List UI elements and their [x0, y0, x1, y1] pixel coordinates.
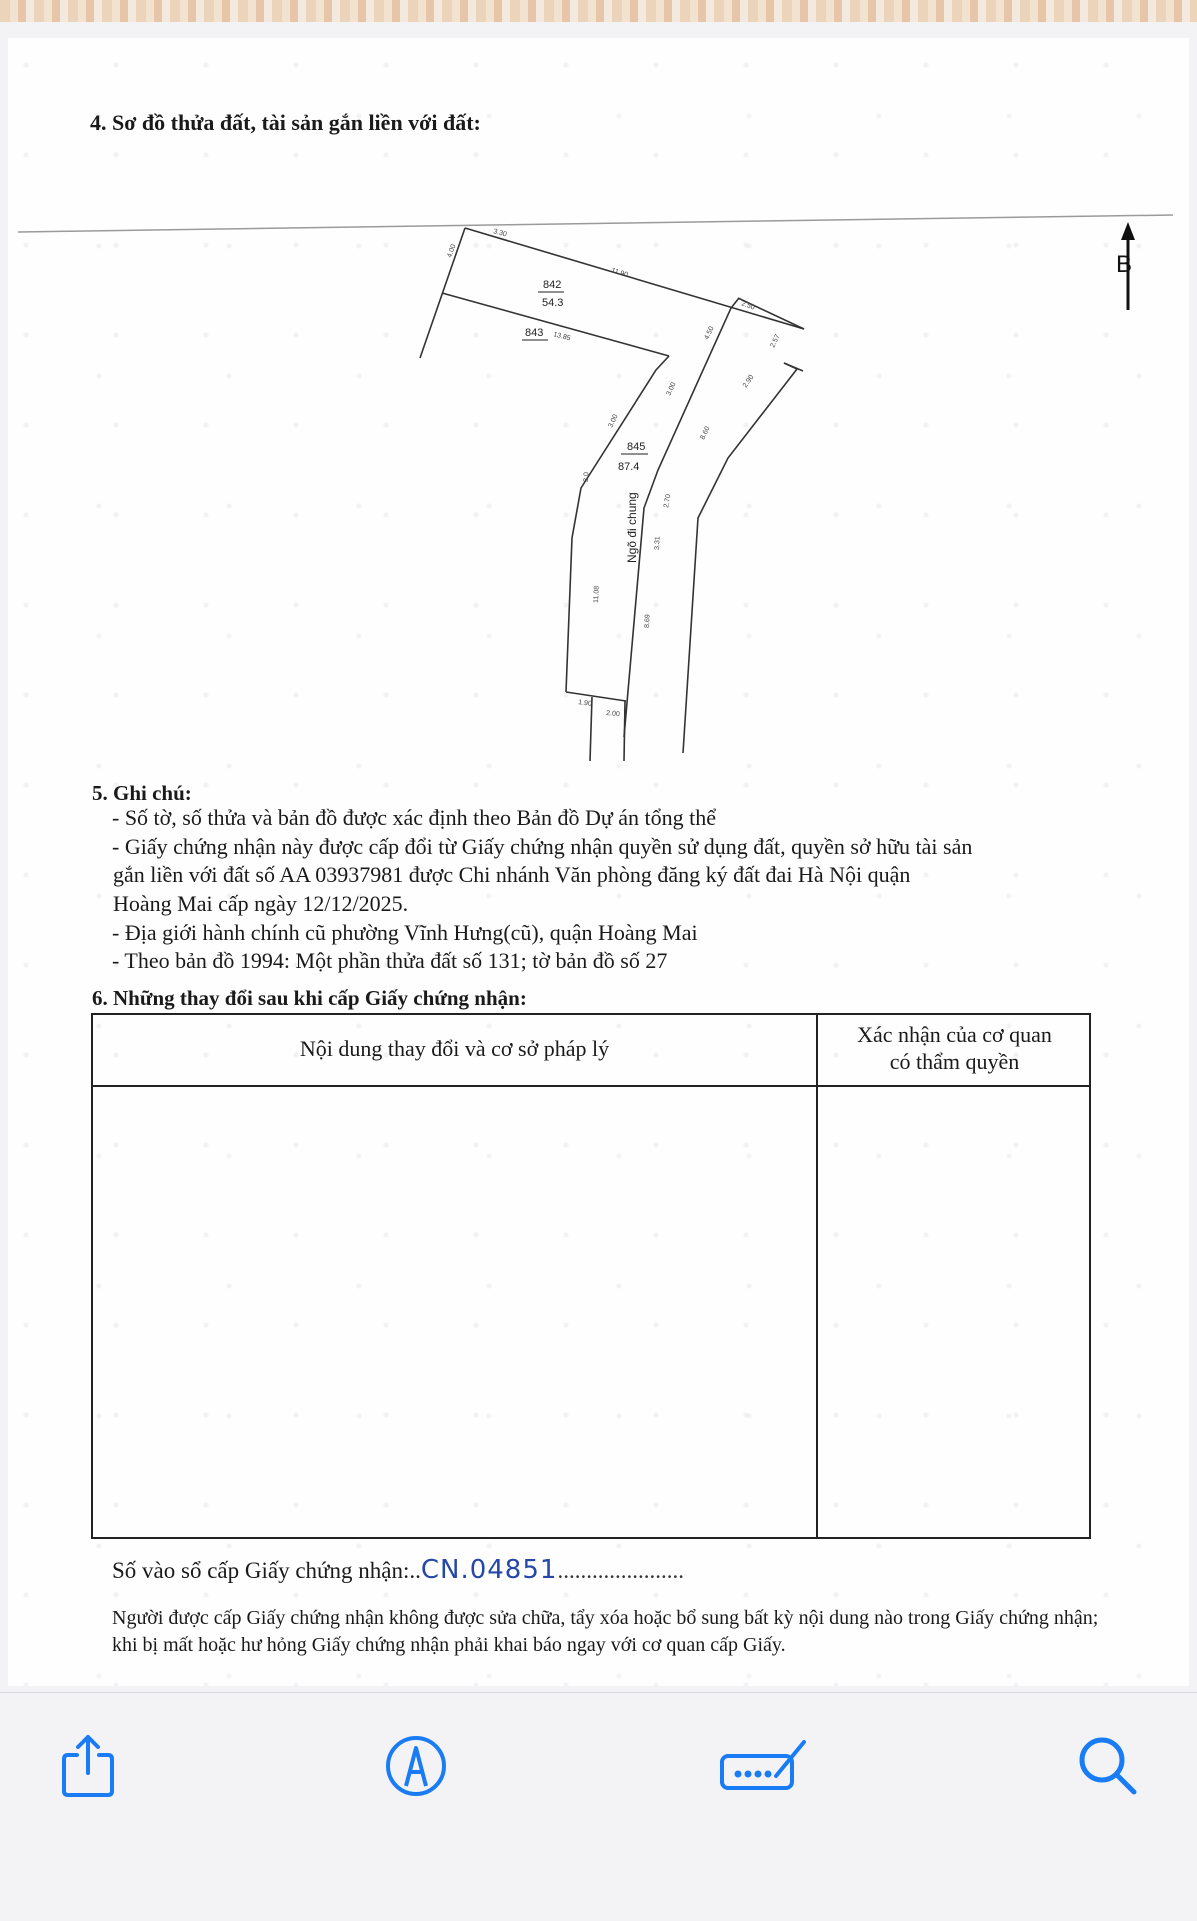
- dimension-label: 2.00: [605, 710, 621, 719]
- dimension-label: 13.85: [552, 331, 572, 343]
- dimension-label: 11.08: [593, 585, 601, 604]
- note-line: Hoàng Mai cấp ngày 12/12/2025.: [113, 891, 409, 916]
- markup-icon: [384, 1734, 448, 1798]
- parcel-842-number: 842: [543, 279, 562, 291]
- table-column-divider: [816, 1015, 818, 1537]
- registration-number-line: [112, 1555, 684, 1585]
- parcel-845-number: 845: [627, 441, 646, 453]
- registration-number: CN.04851: [420, 1555, 558, 1585]
- dimension-label: 4.00: [446, 243, 458, 259]
- changes-table: [91, 1013, 1091, 1539]
- note-line: gắn liền với đất số AA 03937981 được Chi nhánh Văn phòng đăng ký đất đai Hà Nội quận: [113, 862, 911, 887]
- dimension-label: 2.57: [769, 333, 782, 349]
- table-header-confirmation-line1: Xác nhận của cơ quan: [857, 1022, 1052, 1047]
- bottom-toolbar: [0, 1692, 1197, 1921]
- dimension-label: 2.90: [741, 373, 756, 390]
- share-icon: [58, 1733, 118, 1799]
- registration-label: Số vào sổ cấp Giấy chứng nhận:..: [112, 1558, 421, 1583]
- document-page: [8, 38, 1189, 1686]
- dimension-label: 3.00: [665, 381, 678, 397]
- note-line: - Địa giới hành chính cũ phường Vĩnh Hưng(cũ), quận Hoàng Mai: [112, 920, 698, 945]
- note-line: - Giấy chứng nhận này được cấp đổi từ Giấy chứng nhận quyền sử dụng đất, quyền sở hữu tài sản: [112, 834, 973, 859]
- note-line: - Số tờ, số thửa và bản đồ được xác định theo Bản đồ Dự án tổng thể: [112, 805, 717, 830]
- dimension-label: 3.0: [583, 472, 591, 483]
- dimension-label: 2.70: [663, 493, 673, 509]
- dimension-label: 1.90: [577, 699, 593, 708]
- dimension-label: 11.90: [610, 267, 629, 279]
- north-arrow-icon: [1116, 222, 1135, 310]
- search-icon: [1076, 1734, 1140, 1798]
- parcel-845-area: 87.4: [618, 461, 640, 473]
- search-button[interactable]: [1073, 1731, 1143, 1801]
- dimension-label: 8.69: [644, 614, 652, 629]
- section-5-heading: 5. Ghi chú:: [92, 781, 192, 805]
- markup-button[interactable]: [381, 1731, 451, 1801]
- signature-icon: [718, 1736, 808, 1796]
- table-header-content: Nội dung thay đổi và cơ sở pháp lý: [299, 1036, 610, 1061]
- section-6-heading: 6. Những thay đổi sau khi cấp Giấy chứng nhận:: [92, 986, 527, 1010]
- share-button[interactable]: [53, 1731, 123, 1801]
- table-header-confirmation-line2: có thẩm quyền: [889, 1049, 1020, 1074]
- dimension-label: 2.50: [740, 300, 756, 312]
- decorative-border: [0, 0, 1197, 22]
- parcel-842-area: 54.3: [542, 297, 564, 309]
- north-label: B: [1116, 251, 1133, 278]
- table-header-divider: [93, 1085, 1089, 1087]
- land-plot-sketch: [8, 188, 1189, 768]
- signature-button[interactable]: [718, 1731, 808, 1801]
- warning-text: Người được cấp Giấy chứng nhận không được sửa chữa, tẩy xóa hoặc bổ sung bất kỳ nội dung nào trong Giấy chứng nhận; khi bị mất hoặc hư hỏng Giấy chứng nhận phải khai báo ngay với cơ quan cấp Giấy.: [112, 1607, 1099, 1656]
- registration-trailing-dots: ......................: [557, 1558, 684, 1583]
- dimension-label: 4.50: [703, 325, 716, 341]
- section-4-heading: 4. Sơ đồ thửa đất, tài sản gắn liền với đất:: [90, 110, 481, 135]
- parcel-843-number: 843: [525, 327, 544, 339]
- dimension-label: 3.30: [492, 228, 508, 239]
- note-line: - Theo bản đồ 1994: Một phần thửa đất số 131; tờ bản đồ số 27: [112, 948, 668, 973]
- dimension-label: 3.00: [607, 413, 620, 429]
- dimension-label: 8.60: [699, 425, 712, 441]
- road-label: Ngõ đi chung: [625, 492, 639, 563]
- dimension-label: 3.31: [654, 536, 662, 551]
